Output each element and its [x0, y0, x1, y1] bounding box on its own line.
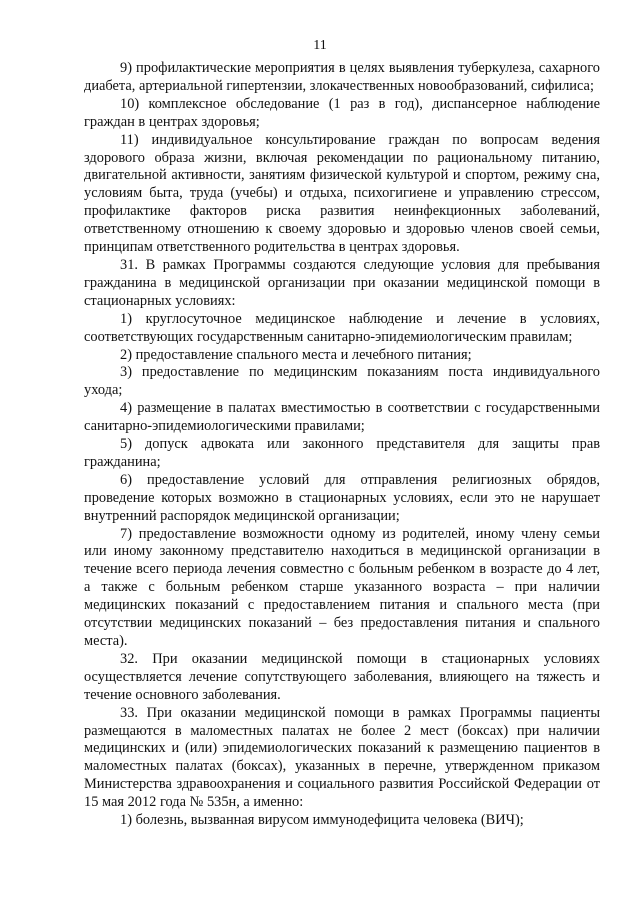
- paragraph-condition-7: 7) предоставление возможности одному из родителей, иному члену семьи или иному законному представителю находиться в медицинской организации в течение всего периода лечения совместно с больным ребенком в возрасте до 4 лет, а также с больным ребенком старше указанного возраста – при наличии медицинских показаний с предоставлением питания и спального места (при отсутствии медицинских показаний – без предоставления питания и спального места).: [84, 525, 600, 649]
- paragraph-item-10: 10) комплексное обследование (1 раз в год), диспансерное наблюдение граждан в центрах здоровья;: [84, 95, 600, 130]
- paragraph-item-9: 9) профилактические мероприятия в целях выявления туберкулеза, сахарного диабета, артериальной гипертензии, злокачественных новообразований, сифилиса;: [84, 60, 600, 94]
- page-number: 11: [313, 38, 327, 53]
- paragraph-condition-4: 4) размещение в палатах вместимостью в соответствии с государственными санитарно-эпидемиологическими правилами;: [84, 400, 600, 435]
- paragraph-condition-3: 3) предоставление по медицинским показаниям поста индивидуального ухода;: [84, 364, 600, 399]
- paragraph-section-31: 31. В рамках Программы создаются следующие условия для пребывания гражданина в медицинской организации при оказании медицинской помощи в стационарных условиях:: [84, 256, 600, 309]
- paragraph-disease-1: 1) болезнь, вызванная вирусом иммунодефицита человека (ВИЧ);: [120, 812, 524, 829]
- paragraph-condition-1: 1) круглосуточное медицинское наблюдение и лечение в условиях, соответствующих государственным санитарно-эпидемиологическим правилам;: [84, 310, 600, 345]
- paragraph-item-11: 11) индивидуальное консультирование граждан по вопросам ведения здорового образа жизни, включая рекомендации по рациональному питанию, двигательной активности, занятиям физической культурой и спортом, режиму сна, условиям быта, труда (учебы) и отдыха, психогигиене и управлению стрессом, профилактике факторов риска развития неинфекционных заболеваний, ответственному отношению к своему здоровью и здоровью членов своей семьи, принципам ответственного родительства в центрах здоровья.: [84, 131, 600, 256]
- paragraph-condition-5: 5) допуск адвоката или законного представителя для защиты прав гражданина;: [84, 436, 600, 470]
- paragraph-section-32: 32. При оказании медицинской помощи в стационарных условиях осуществляется лечение сопутствующего заболевания, влияющего на тяжесть и течение основного заболевания.: [84, 650, 600, 703]
- paragraph-section-33: 33. При оказании медицинской помощи в рамках Программы пациенты размещаются в маломестных палатах не более 2 мест (боксах) при наличии медицинских и (или) эпидемиологических показаний к размещению пациентов в маломестных палатах (боксах), указанных в перечне, утвержденном приказом Министерства здравоохранения и социального развития Российской Федерации от 15 мая 2012 года № 535н, а именно:: [84, 704, 600, 811]
- document-body: [84, 60, 600, 830]
- paragraph-condition-6: 6) предоставление условий для отправления религиозных обрядов, проведение которых возможно в стационарных условиях, если это не нарушает внутренний распорядок медицинской организации;: [84, 471, 600, 524]
- paragraph-condition-2: 2) предоставление спального места и лечебного питания;: [120, 346, 472, 363]
